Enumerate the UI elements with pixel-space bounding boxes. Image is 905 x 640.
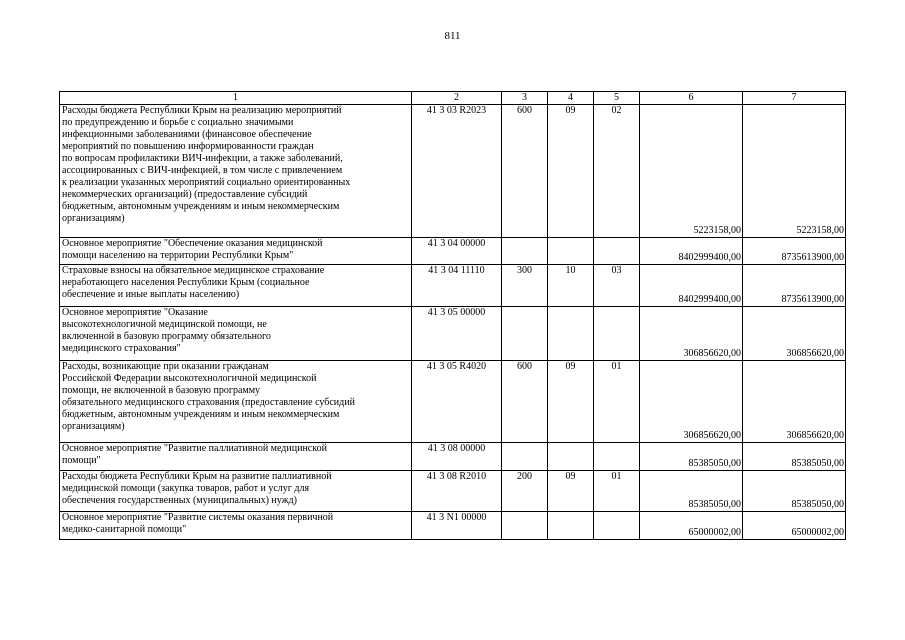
row-description: Страховые взносы на обязательное медицинское страхование неработающего населения Республики Крым (социальное обеспечение и иные выплаты населению): [60, 265, 412, 307]
row-col7: 5223158,00: [743, 105, 846, 238]
row-col6: 85385050,00: [640, 443, 743, 471]
row-code: 41 3 05 R4020: [412, 361, 502, 443]
table-row: [60, 265, 846, 307]
row-col4: 09: [548, 105, 594, 238]
row-col6: 85385050,00: [640, 471, 743, 512]
table-row: [60, 512, 846, 540]
table-row: [60, 105, 846, 238]
row-code: 41 3 04 11110: [412, 265, 502, 307]
row-description: Основное мероприятие "Оказание высокотехнологичной медицинской помощи, не включенной в базовую программу обязательного медицинского страхования": [60, 307, 412, 361]
row-col5: [594, 512, 640, 540]
column-header: 3: [502, 92, 548, 105]
row-code: 41 3 08 00000: [412, 443, 502, 471]
row-col7: 85385050,00: [743, 443, 846, 471]
row-col4: [548, 238, 594, 265]
row-code: 41 3 04 00000: [412, 238, 502, 265]
row-col4: 10: [548, 265, 594, 307]
column-header: 7: [743, 92, 846, 105]
row-col3: 300: [502, 265, 548, 307]
row-col5: 01: [594, 361, 640, 443]
column-header: 6: [640, 92, 743, 105]
row-col7: 8735613900,00: [743, 238, 846, 265]
row-col3: 200: [502, 471, 548, 512]
row-col3: [502, 307, 548, 361]
row-description: Расходы бюджета Республики Крым на реализацию мероприятий по предупреждению и борьбе с социально значимыми инфекционными заболеваниями (финансовое обеспечение мероприятий по повышению информированности граждан по вопросам профилактики ВИЧ-инфекции, а также заболеваний, ассоциированных с ВИЧ-инфекцией, в том числе с привлечением к реализации указанных мероприятий социально ориентированных некоммерческих организаций) (предоставление субсидий бюджетным, автономным учреждениям и иным некоммерческим организациям): [60, 105, 412, 238]
row-description: Основное мероприятие "Развитие системы оказания первичной медико-санитарной помощи": [60, 512, 412, 540]
row-col7: 65000002,00: [743, 512, 846, 540]
row-col4: [548, 512, 594, 540]
row-col4: [548, 307, 594, 361]
row-col6: 65000002,00: [640, 512, 743, 540]
row-col6: 8402999400,00: [640, 265, 743, 307]
column-header: 5: [594, 92, 640, 105]
row-code: 41 3 N1 00000: [412, 512, 502, 540]
table-row: [60, 307, 846, 361]
row-col6: 5223158,00: [640, 105, 743, 238]
budget-table: [59, 91, 846, 540]
row-col3: [502, 512, 548, 540]
row-col6: 306856620,00: [640, 361, 743, 443]
row-col5: [594, 238, 640, 265]
column-header: 1: [60, 92, 412, 105]
table-row: [60, 471, 846, 512]
row-col7: 85385050,00: [743, 471, 846, 512]
row-code: 41 3 03 R2023: [412, 105, 502, 238]
row-description: Основное мероприятие "Развитие паллиативной медицинской помощи": [60, 443, 412, 471]
row-col6: 306856620,00: [640, 307, 743, 361]
column-header: 2: [412, 92, 502, 105]
header-row: [60, 92, 846, 105]
row-col3: [502, 238, 548, 265]
row-code: 41 3 05 00000: [412, 307, 502, 361]
row-col5: 01: [594, 471, 640, 512]
row-col3: 600: [502, 105, 548, 238]
row-col4: 09: [548, 471, 594, 512]
table-row: [60, 361, 846, 443]
column-header: 4: [548, 92, 594, 105]
row-description: Расходы бюджета Республики Крым на развитие паллиативной медицинской помощи (закупка товаров, работ и услуг для обеспечения государственных (муниципальных) нужд): [60, 471, 412, 512]
row-code: 41 3 08 R2010: [412, 471, 502, 512]
row-col3: [502, 443, 548, 471]
row-col7: 306856620,00: [743, 307, 846, 361]
row-col7: 306856620,00: [743, 361, 846, 443]
row-col3: 600: [502, 361, 548, 443]
row-description: Основное мероприятие "Обеспечение оказания медицинской помощи населению на территории Республики Крым": [60, 238, 412, 265]
row-col4: 09: [548, 361, 594, 443]
row-col5: [594, 307, 640, 361]
row-description: Расходы, возникающие при оказании гражданам Российской Федерации высокотехнологичной медицинской помощи, не включенной в базовую программу обязательного медицинского страхования (предоставление субсидий бюджетным, автономным учреждениям и иным некоммерческим организациям): [60, 361, 412, 443]
row-col5: 03: [594, 265, 640, 307]
row-col6: 8402999400,00: [640, 238, 743, 265]
page-number: 811: [444, 30, 461, 42]
row-col5: [594, 443, 640, 471]
table-row: [60, 443, 846, 471]
table-row: [60, 238, 846, 265]
row-col5: 02: [594, 105, 640, 238]
row-col4: [548, 443, 594, 471]
row-col7: 8735613900,00: [743, 265, 846, 307]
